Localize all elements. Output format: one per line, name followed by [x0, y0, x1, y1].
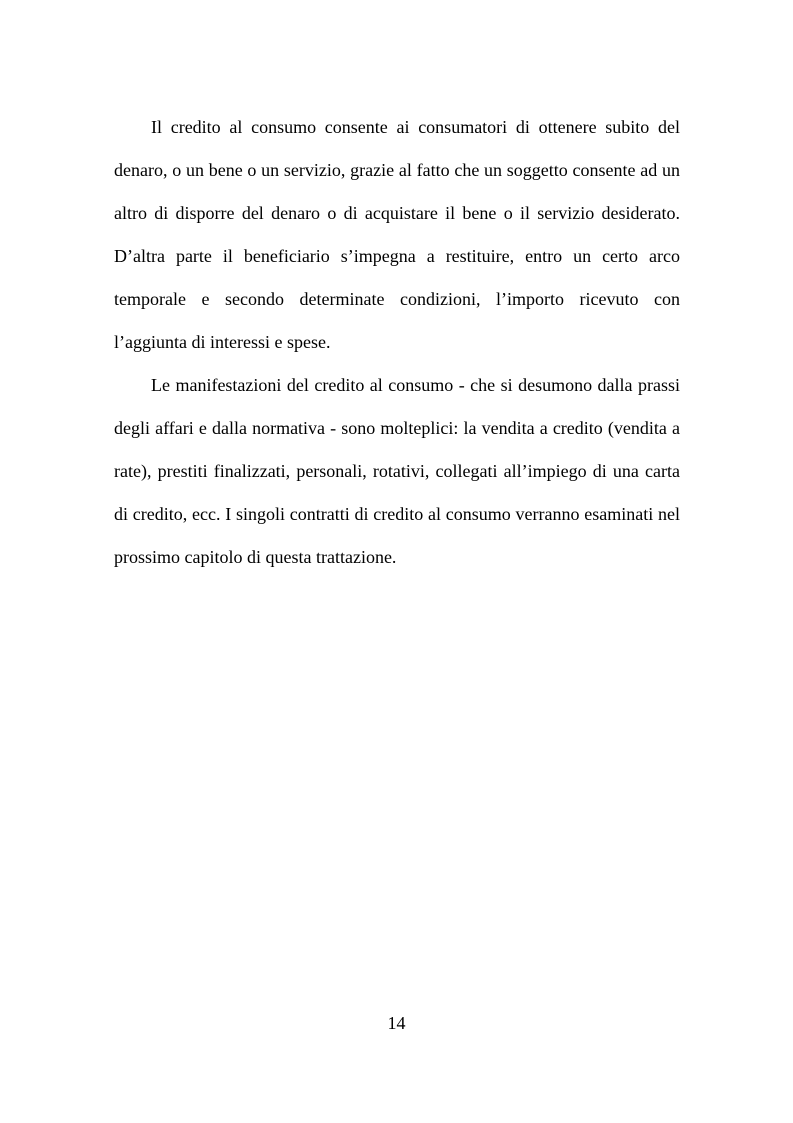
body-text	[114, 106, 680, 579]
paragraph-1: Il credito al consumo consente ai consumatori di ottenere subito del denaro, o un bene o un servizio, grazie al fatto che un soggetto consente ad un altro di disporre del denaro o di acquistare il bene o il servizio desiderato. D’altra parte il beneficiario s’impegna a restituire, entro un certo arco temporale e secondo determinate condizioni, l’importo ricevuto con l’aggiunta di interessi e spese.	[114, 117, 680, 352]
paragraph-2: Le manifestazioni del credito al consumo - che si desumono dalla prassi degli affari e dalla normativa - sono molteplici: la vendita a credito (vendita a rate), prestiti finalizzati, personali, rotativi, collegati all’impiego di una carta di credito, ecc. I singoli contratti di credito al consumo verranno esaminati nel prossimo capitolo di questa trattazione.	[114, 375, 680, 567]
page-number: 14	[387, 1013, 406, 1033]
